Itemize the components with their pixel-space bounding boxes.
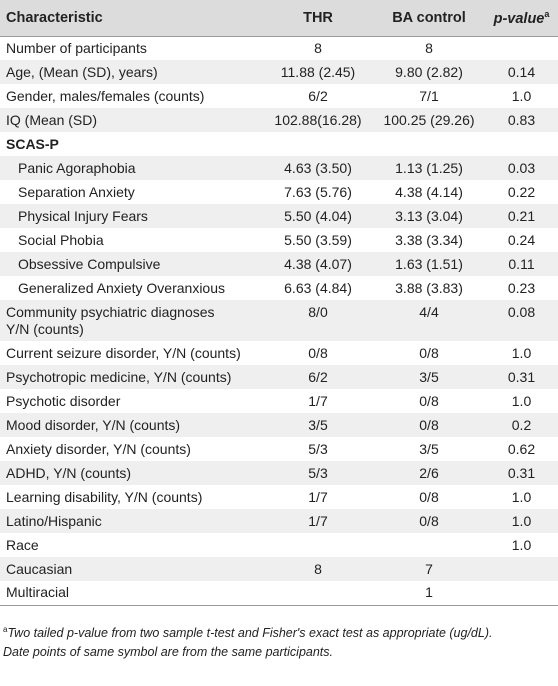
p-value: 1.0 [511, 536, 532, 553]
table-row [0, 341, 558, 365]
thr-value: 102.88(16.28) [274, 111, 362, 128]
ba-value: 3.88 (3.83) [395, 279, 463, 296]
ba-value: 4.38 (4.14) [395, 183, 463, 200]
table-row [0, 300, 558, 341]
row-label: Physical Injury Fears [18, 207, 148, 224]
row-label: Caucasian [6, 560, 73, 577]
row-label: Obsessive Compulsive [18, 255, 161, 272]
thr-value: 8 [314, 560, 322, 577]
p-value: 0.21 [507, 207, 536, 224]
thr-value: 1/7 [308, 392, 328, 409]
ba-value: 7/1 [419, 87, 439, 104]
row-label: Psychotic disorder [6, 392, 121, 409]
p-value: 0.03 [507, 159, 536, 176]
thr-value: 11.88 (2.45) [280, 63, 356, 80]
ba-value: 100.25 (29.26) [383, 111, 475, 128]
ba-value [373, 533, 485, 557]
row-label: Learning disability, Y/N (counts) [6, 488, 203, 505]
row-label: Anxiety disorder, Y/N (counts) [6, 440, 191, 457]
footnote-line-2: Date points of same symbol are from the same participants. [3, 645, 334, 660]
p-value: 0.22 [507, 183, 536, 200]
thr-value [263, 132, 373, 156]
p-value: 0.24 [507, 231, 536, 248]
thr-value: 6/2 [308, 87, 328, 104]
thr-value: 4.38 (4.07) [284, 255, 352, 272]
row-label: Mood disorder, Y/N (counts) [6, 416, 181, 433]
ba-value: 0/8 [419, 488, 439, 505]
p-value: 1.0 [511, 488, 532, 505]
ba-value: 0/8 [419, 344, 439, 361]
row-label: ADHD, Y/N (counts) [6, 464, 131, 481]
table-row [0, 108, 558, 132]
thr-value: 0/8 [308, 344, 328, 361]
p-value [485, 132, 558, 156]
ba-value: 9.80 (2.82) [395, 63, 463, 80]
table-row [0, 84, 558, 108]
ba-value: 3/5 [419, 440, 439, 457]
table-row [0, 413, 558, 437]
row-label: Social Phobia [18, 231, 104, 248]
row-label: Panic Agoraphobia [18, 159, 136, 176]
thr-value: 8/0 [308, 304, 328, 320]
thr-value: 5.50 (4.04) [284, 207, 352, 224]
table-row [0, 60, 558, 84]
ba-value: 1.13 (1.25) [395, 159, 463, 176]
table-row [0, 581, 558, 605]
thr-value: 6/2 [308, 368, 328, 385]
header-thr: THR [303, 9, 333, 26]
header-p-value-footnote-mark: a [544, 8, 550, 19]
ba-value: 2/6 [419, 464, 439, 481]
p-value [485, 557, 558, 581]
row-label: IQ (Mean (SD) [6, 111, 98, 128]
ba-value: 1.63 (1.51) [395, 255, 463, 272]
ba-value: 7 [425, 560, 433, 577]
ba-value: 1 [425, 584, 433, 601]
p-value: 1.0 [511, 344, 532, 361]
row-label-line-1: Community psychiatric diagnoses [6, 304, 215, 320]
p-value: 0.31 [507, 464, 536, 481]
table-header-row [0, 0, 558, 36]
p-value: 0.83 [507, 111, 536, 128]
footnote-mark: a [3, 625, 8, 634]
row-label: Current seizure disorder, Y/N (counts) [6, 344, 241, 361]
row-label: Psychotropic medicine, Y/N (counts) [6, 368, 232, 385]
ba-value: 0/8 [419, 416, 439, 433]
p-value [485, 581, 558, 605]
p-value: 0.31 [507, 368, 536, 385]
ba-value: 4/4 [419, 304, 439, 320]
table-row [0, 557, 558, 581]
table-footnote [0, 620, 555, 662]
table-row [0, 533, 558, 557]
thr-value: 7.63 (5.76) [284, 183, 352, 200]
row-label: Generalized Anxiety Overanxious [18, 279, 225, 296]
table-row [0, 437, 558, 461]
table-row [0, 461, 558, 485]
thr-value: 5/3 [308, 440, 328, 457]
table-row [0, 365, 558, 389]
thr-value [263, 533, 373, 557]
row-label [0, 300, 263, 341]
ba-value: 0/8 [419, 392, 439, 409]
header-characteristic: Characteristic [6, 9, 103, 26]
row-label: Race [6, 536, 39, 553]
thr-value: 3/5 [308, 416, 328, 433]
table-row [0, 252, 558, 276]
header-p-value [485, 0, 558, 36]
row-label: Separation Anxiety [18, 183, 135, 200]
p-value: 0.2 [511, 416, 532, 433]
thr-value: 5.50 (3.59) [284, 231, 352, 248]
row-label-line-2: Y/N (counts) [6, 321, 84, 337]
ba-value [373, 132, 485, 156]
table-row [0, 485, 558, 509]
table-row [0, 276, 558, 300]
ba-value: 3.38 (3.34) [395, 231, 463, 248]
row-label: Number of participants [6, 39, 147, 56]
p-value: 0.23 [507, 279, 536, 296]
p-value: 0.14 [507, 63, 536, 80]
ba-value: 3/5 [419, 368, 439, 385]
header-ba-control: BA control [392, 9, 466, 26]
row-label: Latino/Hispanic [6, 512, 102, 529]
thr-value: 1/7 [308, 512, 328, 529]
thr-value [263, 581, 373, 605]
table-row [0, 180, 558, 204]
table-row [0, 156, 558, 180]
ba-value: 0/8 [419, 512, 439, 529]
thr-value: 1/7 [308, 488, 328, 505]
header-p-value-label: p-value [493, 10, 545, 27]
table-row [0, 509, 558, 533]
p-value: 1.0 [511, 512, 532, 529]
thr-value: 8 [314, 39, 322, 56]
ba-value: 8 [425, 39, 433, 56]
table-row [0, 389, 558, 413]
section-label: SCAS-P [6, 135, 59, 152]
row-label: Gender, males/females (counts) [6, 87, 205, 104]
table-row [0, 36, 558, 60]
footnote-line-1 [3, 620, 555, 643]
p-value: 0.11 [508, 255, 535, 272]
table-row [0, 228, 558, 252]
p-value: 1.0 [511, 392, 532, 409]
thr-value: 4.63 (3.50) [284, 159, 352, 176]
table-row [0, 204, 558, 228]
footnote-text-1: Two tailed p-value from two sample t-test and Fisher's exact test as appropriate (ug/dL). [7, 626, 493, 641]
row-label: Multiracial [6, 584, 70, 601]
p-value: 1.0 [511, 87, 532, 104]
row-label: Age, (Mean (SD), years) [6, 63, 158, 80]
thr-value: 5/3 [308, 464, 328, 481]
p-value: 0.08 [507, 304, 536, 320]
section-row-scas-p [0, 132, 558, 156]
thr-value: 6.63 (4.84) [284, 279, 352, 296]
p-value [485, 36, 558, 60]
ba-value: 3.13 (3.04) [395, 207, 463, 224]
p-value: 0.62 [507, 440, 536, 457]
